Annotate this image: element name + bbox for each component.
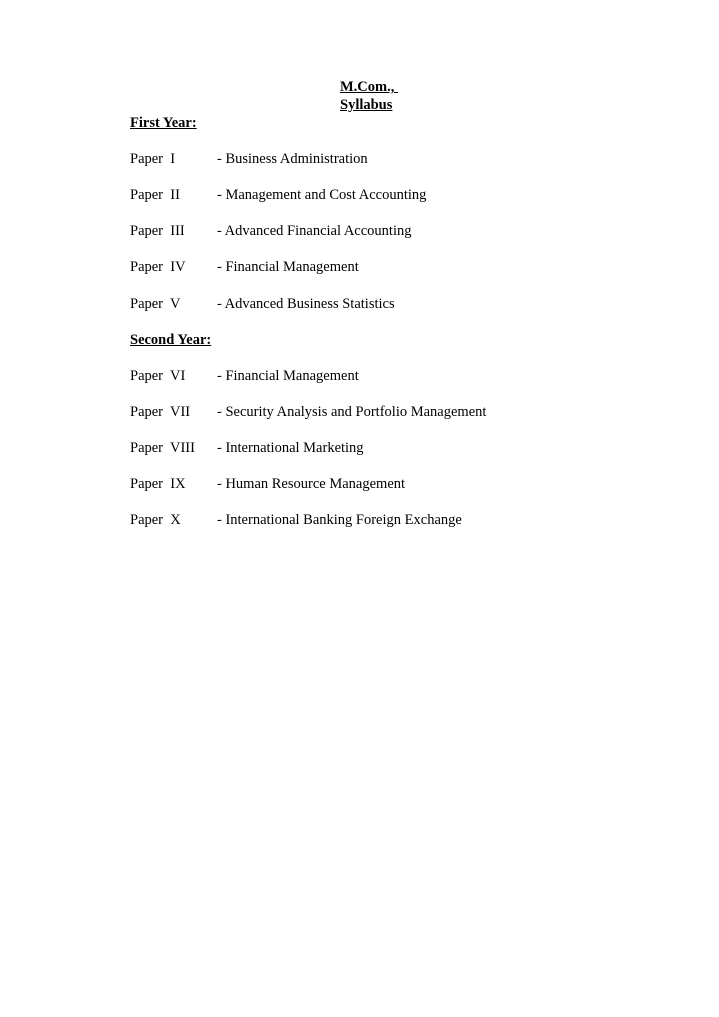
paper-row	[130, 258, 359, 276]
paper-subject: - International Marketing	[217, 440, 364, 456]
paper-number: Paper IX	[130, 476, 186, 492]
paper-row	[130, 511, 462, 529]
paper-row	[130, 475, 406, 493]
paper-row	[130, 439, 364, 457]
paper-row	[130, 367, 359, 385]
document-title: M.Com.,	[340, 79, 398, 95]
paper-number: Paper I	[130, 151, 176, 167]
paper-row	[130, 186, 427, 204]
paper-number: Paper II	[130, 187, 180, 203]
section-heading-first-year: First Year:	[130, 115, 197, 131]
paper-row	[130, 222, 412, 240]
paper-subject: - Financial Management	[217, 259, 359, 275]
paper-row	[130, 295, 395, 313]
paper-row	[130, 403, 487, 421]
document-subtitle: Syllabus	[340, 97, 393, 113]
paper-subject: - Advanced Financial Accounting	[217, 223, 412, 239]
section-heading-second-year: Second Year:	[130, 332, 212, 348]
paper-number: Paper VII	[130, 404, 191, 420]
paper-row	[130, 150, 368, 168]
paper-subject: - Human Resource Management	[217, 476, 406, 492]
paper-subject: - Business Administration	[217, 151, 368, 167]
paper-number: Paper VIII	[130, 440, 195, 456]
paper-subject: - Advanced Business Statistics	[217, 296, 395, 312]
paper-subject: - International Banking Foreign Exchange	[217, 512, 462, 528]
paper-subject: - Security Analysis and Portfolio Management	[217, 404, 487, 420]
paper-subject: - Financial Management	[217, 368, 359, 384]
paper-subject: - Management and Cost Accounting	[217, 187, 427, 203]
paper-number: Paper III	[130, 223, 185, 239]
paper-number: Paper X	[130, 512, 181, 528]
paper-number: Paper IV	[130, 259, 186, 275]
paper-number: Paper V	[130, 296, 181, 312]
paper-number: Paper VI	[130, 368, 186, 384]
